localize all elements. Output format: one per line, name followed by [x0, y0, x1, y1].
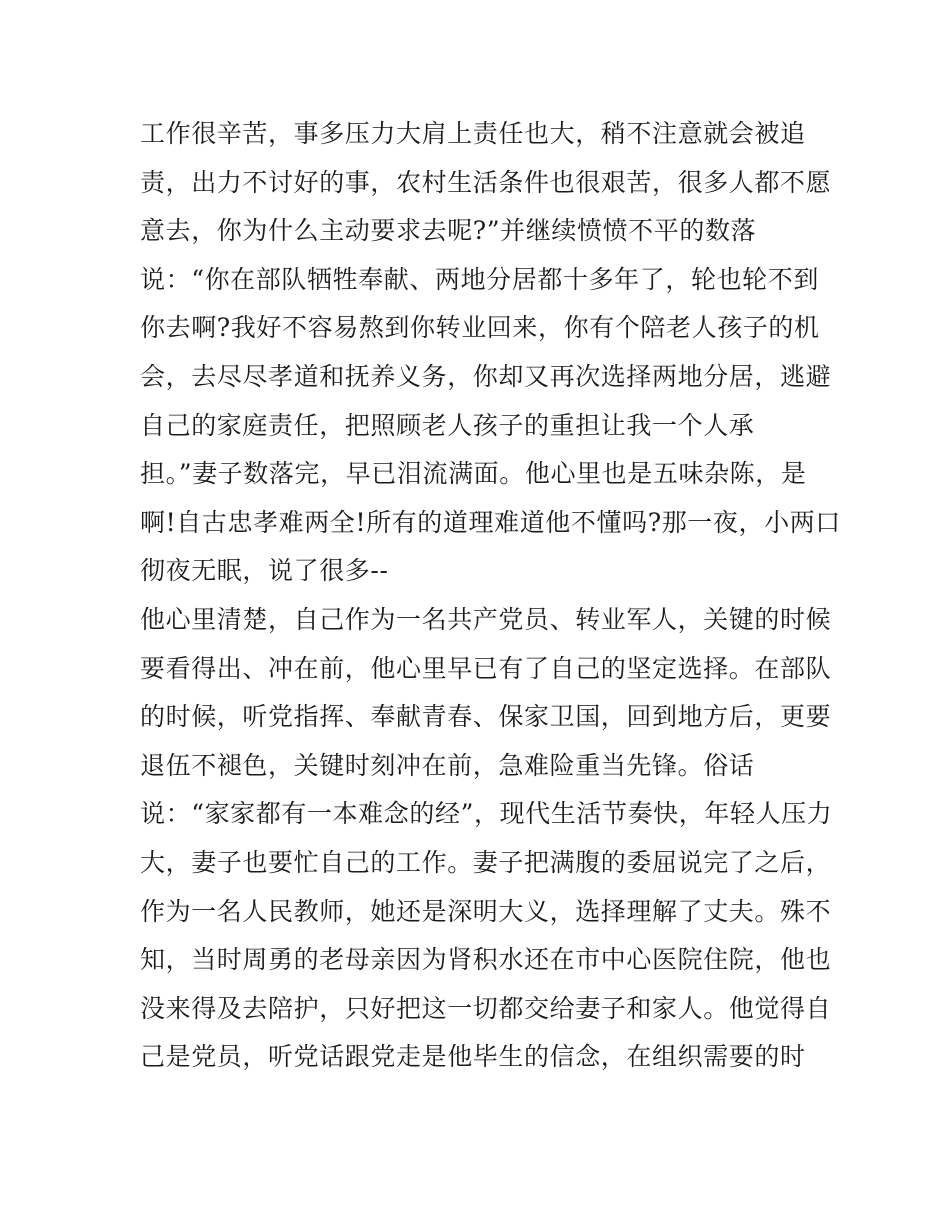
text-line-5: 你去啊?我好不容易熬到你转业回来，你有个陪老人孩子的机: [140, 313, 820, 343]
text-line-10: 彻夜无眠，说了很多--: [140, 556, 389, 586]
text-line-17: 作为一名人民教师，她还是深明大义，选择理解了丈夫。殊不: [140, 896, 832, 926]
text-line-4: 说：“你在部队牺牲奉献、两地分居都十多年了，轮也轮不到: [140, 264, 819, 294]
text-line-20: 己是党员，听党话跟党走是他毕生的信念，在组织需要的时: [140, 1042, 806, 1072]
text-line-9: 啊!自古忠孝难两全!所有的道理难道他不懂吗?那一夜，小两口: [140, 507, 841, 537]
body-text: [140, 110, 841, 1082]
text-line-3: 意去，你为什么主动要求去呢?”并继续愤愤不平的数落: [140, 216, 757, 246]
text-line-13: 的时候，听党指挥、奉献青春、保家卫国，回到地方后，更要: [140, 702, 832, 732]
text-line-15: 说：“家家都有一本难念的经”，现代生活节奏快，年轻人压力: [140, 799, 833, 829]
text-line-12: 要看得出、冲在前，他心里早已有了自己的坚定选择。在部队: [140, 653, 832, 683]
text-line-18: 知，当时周勇的老母亲因为肾积水还在市中心医院住院，他也: [140, 945, 832, 975]
text-line-8: 担。”妻子数落完，早已泪流满面。他心里也是五味杂陈，是: [140, 459, 807, 489]
text-line-6: 会，去尽尽孝道和抚养义务，你却又再次选择两地分居，逃避: [140, 361, 832, 391]
text-line-16: 大，妻子也要忙自己的工作。妻子把满腹的委屈说完了之后，: [140, 847, 832, 877]
text-line-7: 自己的家庭责任，把照顾老人孩子的重担让我一个人承: [140, 410, 755, 440]
text-line-1: 工作很辛苦，事多压力大肩上责任也大，稍不注意就会被追: [140, 119, 806, 148]
text-line-14: 退伍不褪色，关键时刻冲在前，急难险重当先锋。俗话: [140, 750, 755, 780]
text-line-11: 他心里清楚，自己作为一名共产党员、转业军人，关键的时候: [140, 604, 832, 634]
text-line-19: 没来得及去陪护，只好把这一切都交给妻子和家人。他觉得自: [140, 993, 832, 1023]
text-line-2: 责，出力不讨好的事，农村生活条件也很艰苦，很多人都不愿: [140, 167, 832, 197]
